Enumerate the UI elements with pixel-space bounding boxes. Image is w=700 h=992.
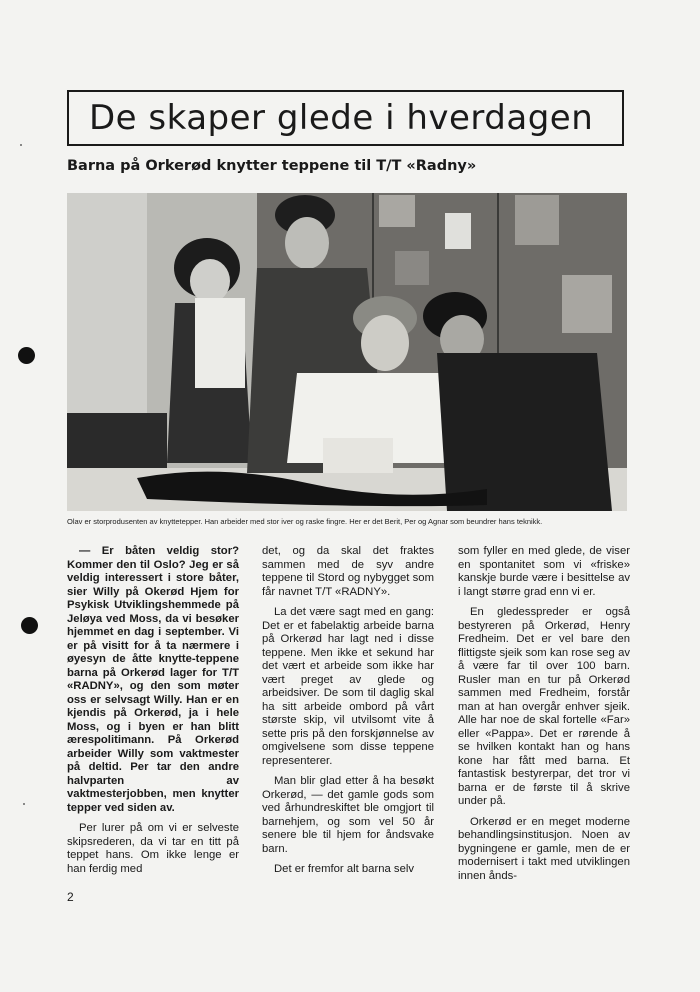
paragraph: La det være sagt med en gang: Det er et fabelaktig arbeide barna på Orkerød har lagt ned i disse teppene. Men ikke et sekund har det vært et arbeide som ikke har vært preget av glede og arbeidsiver. De som til daglig skal ha sitt arbeide ombord på vårt største skip, vil utvilsomt vite å sette pris på den forskjønnelse av omgivelsene som disse teppene representerer.: [262, 606, 434, 767]
article-title: De skaper glede i hverdagen: [89, 98, 594, 138]
paragraph: Man blir glad etter å ha besøkt Orkerød, — det gamle gods som ved århundreskiftet ble omgjort til barnehjem, og som vel 50 år senere ble til hjem for åndsvake barn.: [262, 775, 434, 855]
paragraph: som fyller en med glede, de viser en spontanitet som vi «friske» kanskje burde være i besittelse av i langt større grad enn vi er.: [458, 545, 630, 598]
paragraph: Det er fremfor alt barna selv: [274, 863, 415, 875]
photo-illustration: [67, 193, 627, 511]
binder-hole: [21, 617, 38, 634]
text-column-1: [67, 545, 239, 883]
paragraph: det, og da skal det fraktes sammen med de syv andre teppene til Stord og nybygget som får navnet T/T «RADNY».: [262, 545, 434, 598]
title-box: [67, 90, 624, 146]
paragraph: Orkerød er en meget moderne behandlingsinstitusjon. Noen av bygningene er gamle, men de er modernisert i takt med utviklingen innen ånds-: [458, 815, 630, 882]
article-photo: [67, 193, 627, 511]
paper-speck: [20, 144, 22, 146]
paragraph: Per lurer på om vi er selveste skipsrederen, da vi tar en titt på teppet hans. Om ikke lenge er han ferdig med: [67, 822, 239, 875]
text-column-3: [458, 545, 630, 890]
text-column-2: [262, 545, 434, 884]
photo-caption: Olav er storprodusenten av knyttetepper. Han arbeider med stor iver og raske fingre. Her er det Berit, Per og Agnar som beundrer hans teknikk.: [67, 517, 543, 526]
paper-speck: [23, 803, 25, 805]
article-subtitle: Barna på Orkerød knytter teppene til T/T «Radny»: [67, 158, 477, 174]
paragraph: — Er båten veldig stor? Kommer den til Oslo? Jeg er så veldig interessert i store båter, sier Willy på Okerød Hjem for Psykisk Utviklingshemmede på Jeløya ved Moss, da vi besøker hjemmet en dag i september. Vi er på visitt for å ta nærmere i øyesyn de åtte knytte-teppene barna på Orkerød lager for T/T «RADNY», og den som møter oss er selvsagt Willy. Han er en kjendis på Orkerød, ja i hele Moss, og i byen er han blitt ærespolitimann. På Orkerød arbeider Willy som vaktmester på deltid. Per tar den andre halvparten av vaktmesterjobben, men knytter tepper ved siden av.: [67, 545, 239, 814]
paragraph: En gledesspreder er også bestyreren på Orkerød, Henry Fredheim. Det er vel bare den flittigste sjeik som kan rose seg av å være far til over 100 barn. Rusler man en tur på Orkerød sammen med Fredheim, forstår man at han overgår enhver sjeik. Alle har noe de skal fortelle «Far» eller «Pappa». Det er rørende å se hvilken kontakt han og hans kone har fått med barna. Et fantastisk bestyrerpar, det tror vi barna er de første til å skrive under på.: [458, 606, 630, 807]
binder-hole: [18, 347, 35, 364]
page-number: 2: [67, 890, 74, 904]
